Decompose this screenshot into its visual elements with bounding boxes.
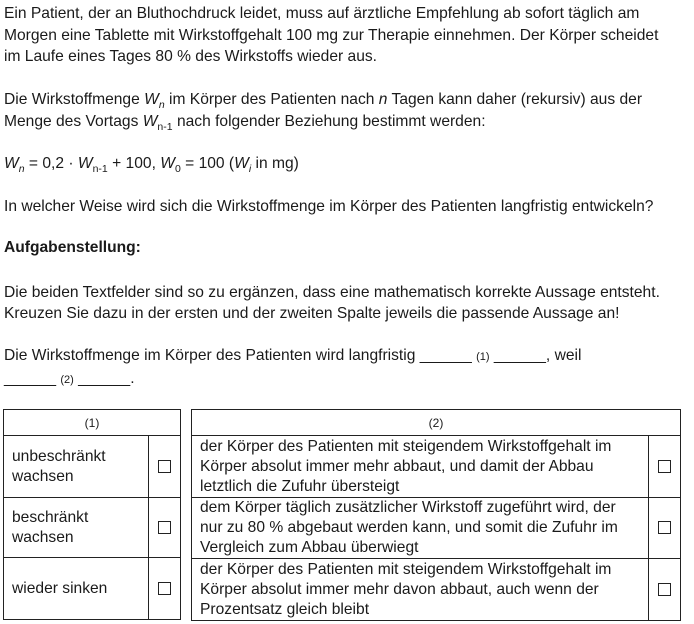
option-1-3-checkbox[interactable] — [158, 582, 171, 595]
option-2-1-label: der Körper des Patienten mit steigendem Wirkstoffgehalt im Körper absolut immer mehr abbaut, und damit der Abbau letztlich die Zufuhr übersteigt — [192, 436, 649, 498]
option-2-3-cell — [649, 559, 681, 621]
choice-table-1 — [3, 409, 181, 620]
recursion-formula: $W_n = 0,2 \cdot W_{n-1} + 100$, $W_0 = 100$ ($W_i$ in mg) — [4, 155, 299, 175]
option-1-2-label: beschränkt wachsen — [4, 498, 149, 558]
gap-1-marker: (1) — [476, 351, 490, 363]
option-1-1-checkbox[interactable] — [158, 460, 171, 473]
gap-2-marker: (2) — [60, 374, 74, 386]
option-2-1-cell — [649, 436, 681, 498]
option-1-2-cell — [149, 498, 181, 558]
option-1-2-checkbox[interactable] — [158, 521, 171, 534]
task-heading: Aufgabenstellung: — [4, 239, 141, 256]
choice-table-2 — [191, 409, 681, 621]
option-1-3-cell — [149, 558, 181, 620]
intro-line-2: Morgen eine Tablette mit Wirkstoffgehalt 100 mg zur Therapie einnehmen. Der Körper scheidet — [4, 27, 659, 44]
table-2-header: (2) — [192, 410, 681, 436]
option-1-1-label: unbeschränkt wachsen — [4, 436, 149, 498]
table-1-header: (1) — [4, 410, 181, 436]
option-2-2-checkbox[interactable] — [658, 521, 671, 534]
option-2-3-checkbox[interactable] — [658, 583, 671, 596]
instructions-line-1: Die beiden Textfelder sind so zu ergänzen, dass eine mathematisch korrekte Aussage entsteht. — [4, 284, 660, 301]
option-2-3-label: der Körper des Patienten mit steigendem Wirkstoffgehalt im Körper absolut immer mehr davon abbaut, auch wenn der Prozentsatz gleich bleibt — [192, 559, 649, 621]
intro-line-3: im Laufe eines Tages 80 % des Wirkstoffs wieder aus. — [4, 48, 377, 65]
recursion-line-1: Die Wirkstoffmenge $W_n$ im Körper des Patienten nach n Tagen kann daher (rekursiv) aus der — [4, 91, 643, 111]
option-2-1-checkbox[interactable] — [658, 460, 671, 473]
option-1-3-label: wieder sinken — [4, 558, 149, 620]
option-2-2-label: dem Körper täglich zusätzlicher Wirkstoff zugeführt wird, der nur zu 80 % abgebaut werden kann, und somit die Zufuhr im Vergleich zum Abbau überwiegt — [192, 498, 649, 559]
recursion-line-2: Menge des Vortags $W_{n-1}$ nach folgender Beziehung bestimmt werden: — [4, 113, 486, 133]
statement-line-1: Die Wirkstoffmenge im Körper des Patienten wird langfristig ______ (1) ______, weil — [4, 347, 582, 364]
statement-line-2: ______ (2) ______. — [4, 370, 135, 387]
question: In welcher Weise wird sich die Wirkstoffmenge im Körper des Patienten langfristig entwickeln? — [4, 198, 654, 215]
intro-line-1: Ein Patient, der an Bluthochdruck leidet, muss auf ärztliche Empfehlung ab sofort täglich am — [4, 5, 640, 22]
option-1-1-cell — [149, 436, 181, 498]
option-2-2-cell — [649, 498, 681, 559]
instructions-line-2: Kreuzen Sie dazu in der ersten und der zweiten Spalte jeweils die passende Aussage an! — [4, 305, 620, 322]
